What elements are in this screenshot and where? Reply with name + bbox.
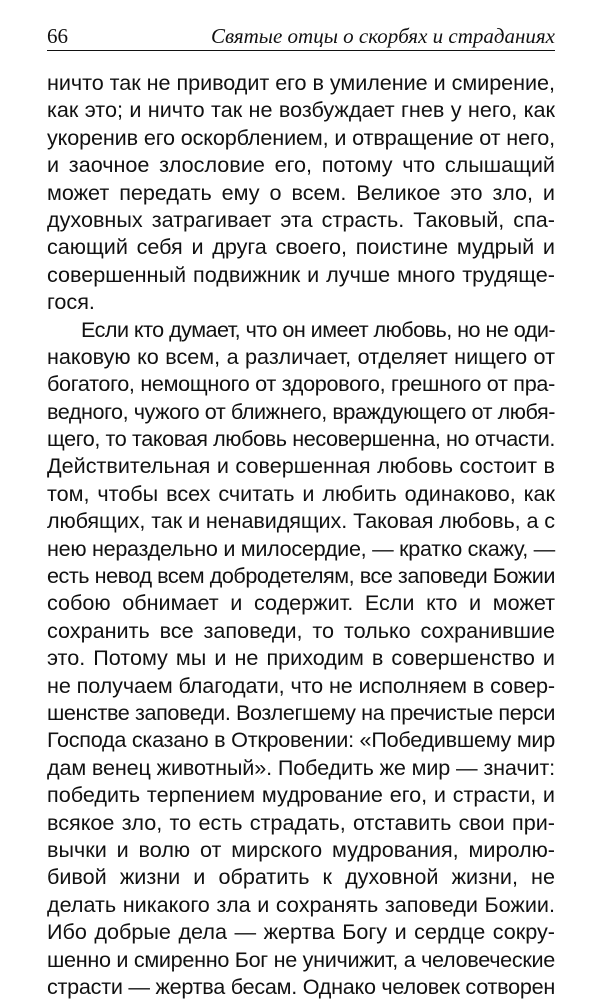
paragraph-2	[47, 316, 555, 1000]
text-line: есть невод всем добродетелям, все заповеди Божии	[47, 563, 555, 589]
text-line: совершенный подвижник и лучше много трудяще-	[47, 261, 555, 287]
text-line: как это; и ничто так не возбуждает гнев у него, как	[47, 97, 555, 123]
body-text	[47, 69, 555, 1000]
text-line: гося.	[47, 289, 95, 315]
text-line: ведного, чужого от ближнего, враждующего от любя-	[47, 398, 555, 424]
text-line: это. Потому мы и не приходим в совершенство и	[47, 645, 555, 671]
text-line: собою обнимает и содержит. Если кто и может	[47, 590, 555, 616]
text-line: делать никакого зла и сохранять заповеди Божии.	[47, 891, 555, 917]
text-line: сающий себя и друга своего, поистине мудрый и	[47, 234, 555, 260]
running-header	[47, 24, 555, 51]
text-line: Господа сказано в Откровении: «Победившему мир	[47, 727, 555, 753]
paragraph-1	[47, 69, 555, 316]
text-line: богатого, немощного от здорового, грешного от пра-	[47, 371, 555, 397]
text-line: ничто так не приводит его в умиление и смирение,	[47, 70, 555, 95]
text-line: любящих, так и ненавидящих. Таковая любовь, а с	[47, 508, 555, 534]
text-line: не получаем благодати, что не исполняем в совер-	[47, 672, 555, 698]
text-line: и заочное злословие его, потому что слышащий	[47, 152, 555, 178]
text-line: вычки и волю от мирского мудрования, миролю-	[47, 836, 555, 862]
text-line: бивой жизни и обратить к духовной жизни, не	[47, 864, 555, 890]
text-line: всякое зло, то есть страдать, отставить свои при-	[47, 809, 555, 835]
text-line: щего, то таковая любовь несовершенна, но отчасти.	[47, 426, 555, 452]
text-line: сохранить все заповеди, то только сохранившие	[47, 617, 555, 643]
text-line: духовных затрагивает эта страсть. Таковый, спа-	[47, 206, 555, 232]
text-line: шенно и смиренно Бог не уничижит, а человеческие	[47, 946, 555, 972]
text-line: победить терпением мудрование его, и страсти, и	[47, 782, 555, 808]
page-number: 66	[47, 24, 68, 48]
text-line: укоренив его оскорблением, и отвращение от него,	[47, 124, 555, 150]
text-line: Действительная и совершенная любовь состоит в	[47, 453, 555, 479]
text-line: шенстве заповеди. Возлегшему на пречистые перси	[47, 699, 555, 725]
text-line: том, чтобы всех считать и любить одинаково, как	[47, 480, 555, 506]
text-line: наковую ко всем, а различает, отделяет нищего от	[47, 343, 555, 369]
text-line: нею нераздельно и милосердие, — кратко скажу, —	[47, 535, 555, 561]
text-line: Ибо добрые дела — жертва Богу и сердце сокру-	[47, 919, 555, 945]
text-line: дам венец животный». Победить же мир — значит:	[47, 754, 555, 780]
text-line: может передать ему о всем. Великое это зло, и	[47, 179, 555, 205]
running-title: Святые отцы о скорбях и страданиях	[210, 24, 555, 48]
text-line: страсти — жертва бесам. Однако человек сотворен	[47, 973, 555, 999]
text-line: Если кто думает, что он имеет любовь, но не оди-	[81, 316, 555, 342]
